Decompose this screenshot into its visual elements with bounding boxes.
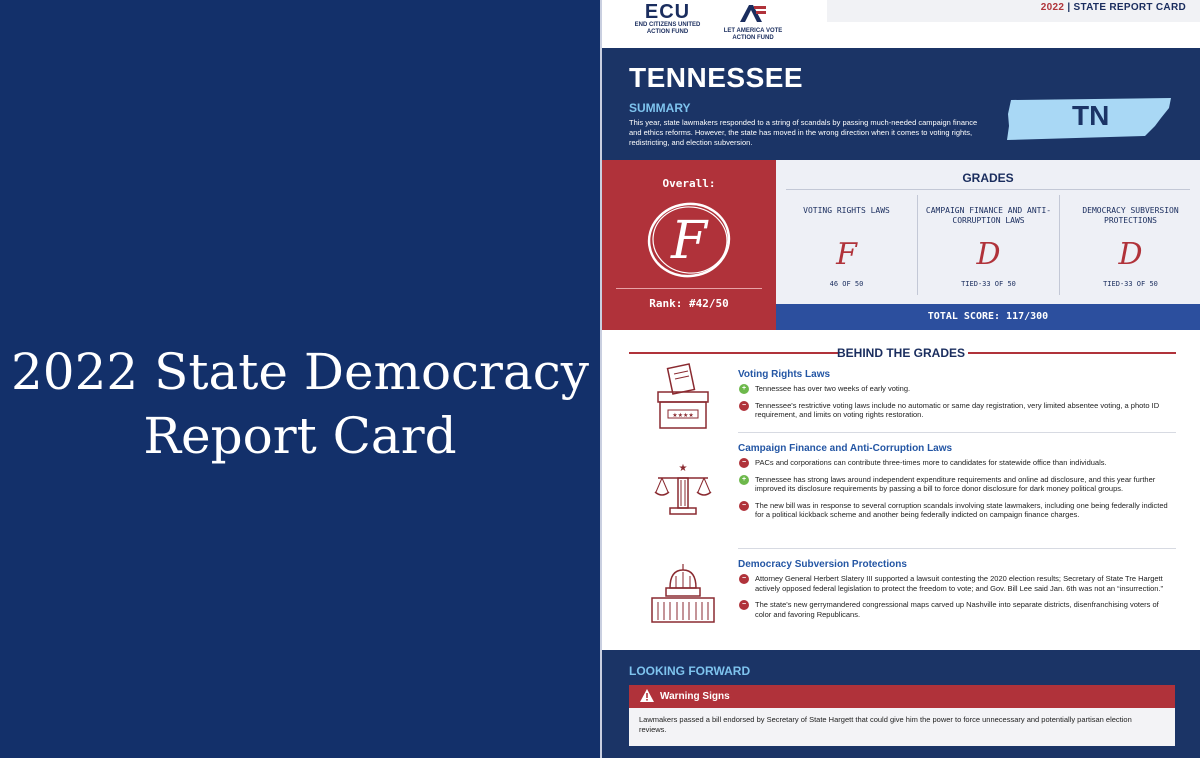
section-item <box>738 401 1176 420</box>
plus-icon: + <box>739 475 749 485</box>
section-item <box>738 501 1176 520</box>
grade-rank: TIED-33 OF 50 <box>961 280 1016 288</box>
state-name: TENNESSEE <box>629 62 804 93</box>
section-divider <box>738 432 1176 433</box>
lav-logo <box>717 3 789 42</box>
grade-name: CAMPAIGN FINANCE AND ANTI-CORRUPTION LAWS <box>925 206 1052 225</box>
section-voting-rights <box>738 369 1176 427</box>
ecu-logo <box>630 2 705 36</box>
grade-name: DEMOCRACY SUBVERSION PROTECTIONS <box>1082 206 1179 225</box>
item-text: Tennessee's restrictive voting laws include no automatic or same day registration, very limited absentee voting, a photo ID requirement, and limits on voting rights restoration. <box>755 400 1160 419</box>
grade-letter: F <box>836 237 857 272</box>
svg-text:★★★★: ★★★★ <box>672 413 694 419</box>
minus-icon: − <box>739 401 749 411</box>
report-card <box>602 0 1200 758</box>
item-text: Tennessee has strong laws around independent expenditure requirements and online ad disclosure, and this year further improved its disclosure requirements by passing a bill to force donor disclosure for dark money political groups. <box>755 474 1156 493</box>
state-abbr: TN <box>1072 100 1110 131</box>
item-text: The new bill was in response to several corruption scandals involving state lawmakers, including one being federally indicted for a political kickback scheme and another being federally indicted on campaign finance charges. <box>755 500 1168 519</box>
report-topbar <box>602 0 1200 48</box>
item-text: The state's new gerrymandered congressional maps carved up Nashville into separate districts, disenfranchising voters of color and favoring Republicans. <box>755 600 1159 619</box>
behind-the-grades-title: BEHIND THE GRADES <box>836 346 965 360</box>
overall-grade-panel <box>602 160 776 330</box>
section-item <box>738 458 1176 468</box>
warning-text: Lawmakers passed a bill endorsed by Secretary of State Hargett that could give him the power to force unnecessary and potentially partisan election reviews. <box>639 715 1132 734</box>
topbar-band <box>827 0 1200 22</box>
lav-logo-text: LET AMERICA VOTE ACTION FUND <box>723 28 783 41</box>
scales-of-justice-icon <box>652 462 714 518</box>
overall-label: Overall: <box>662 177 716 190</box>
item-text: PACs and corporations can contribute three-times more to candidates for statewide office than individuals. <box>755 458 1107 467</box>
ballot-box-icon <box>652 362 714 432</box>
section-title: Campaign Finance and Anti-Corruption Laws <box>738 443 953 454</box>
grade-voting-rights <box>776 195 917 295</box>
rank-divider <box>616 288 762 289</box>
section-divider <box>738 548 1176 549</box>
grade-rank: 46 OF 50 <box>829 280 864 288</box>
plus-icon: + <box>739 384 749 394</box>
looking-forward-panel <box>602 650 1200 758</box>
grade-name: VOTING RIGHTS LAWS <box>803 206 890 215</box>
grade-campaign-finance <box>918 195 1059 295</box>
grade-rank: TIED-33 OF 50 <box>1103 280 1158 288</box>
warning-box <box>629 685 1175 746</box>
ecu-logo-mark: ECU <box>644 1 691 23</box>
summary-text: This year, state lawmakers responded to a string of scandals by passing much-needed campaign finance and ethics reforms. However, the state has moved in the wrong direction when it comes to voting rights, redistricting, and election subversion. <box>629 118 978 147</box>
section-campaign-finance <box>738 443 1176 527</box>
warning-icon <box>639 688 655 704</box>
svg-text:★: ★ <box>678 463 688 474</box>
grade-circle-icon <box>644 200 734 280</box>
minus-icon: − <box>739 458 749 468</box>
overall-rank: Rank: #42/50 <box>649 297 729 310</box>
section-item <box>738 475 1176 494</box>
section-title: Voting Rights Laws <box>738 369 831 380</box>
ecu-logo-text: END CITIZENS UNITED ACTION FUND <box>634 22 701 35</box>
item-text: Tennessee has over two weeks of early voting. <box>755 384 911 393</box>
looking-forward-title: LOOKING FORWARD <box>629 664 751 678</box>
summary-title: SUMMARY <box>629 101 691 115</box>
warning-title: Warning Signs <box>660 691 730 702</box>
overall-grade: F <box>670 211 708 271</box>
grade-letter: D <box>976 237 1001 272</box>
lav-logo-icon <box>736 3 770 23</box>
minus-icon: − <box>739 501 749 511</box>
section-democracy-subversion <box>738 559 1176 626</box>
state-header <box>602 48 1200 160</box>
left-title: 2022 State Democracy Report Card <box>10 343 590 465</box>
grade-democracy-subversion <box>1060 195 1200 295</box>
grade-letter: D <box>1118 237 1143 272</box>
item-text: Attorney General Herbert Slatery III supported a lawsuit contesting the 2020 election results; Secretary of State Tre Hargett actively opposed federal legislation to protect the freedom to vote; and Gov. Bill Lee said Jan. 6th was not an “insurrection.” <box>755 574 1164 593</box>
report-label <box>1041 2 1186 13</box>
total-score: TOTAL SCORE: 117/300 <box>776 304 1200 330</box>
minus-icon: − <box>739 574 749 584</box>
minus-icon: − <box>739 600 749 610</box>
report-year: 2022 <box>1040 2 1065 13</box>
grades-divider <box>786 189 1190 190</box>
grades-title: GRADES <box>962 171 1014 185</box>
section-item <box>738 600 1176 619</box>
warning-header <box>629 685 1175 708</box>
section-item <box>738 384 1176 394</box>
section-item <box>738 574 1176 593</box>
section-title: Democracy Subversion Protections <box>738 559 907 570</box>
grades-panel <box>776 160 1200 304</box>
capitol-building-icon <box>650 562 716 626</box>
report-label-text: | STATE REPORT CARD <box>1064 2 1186 13</box>
